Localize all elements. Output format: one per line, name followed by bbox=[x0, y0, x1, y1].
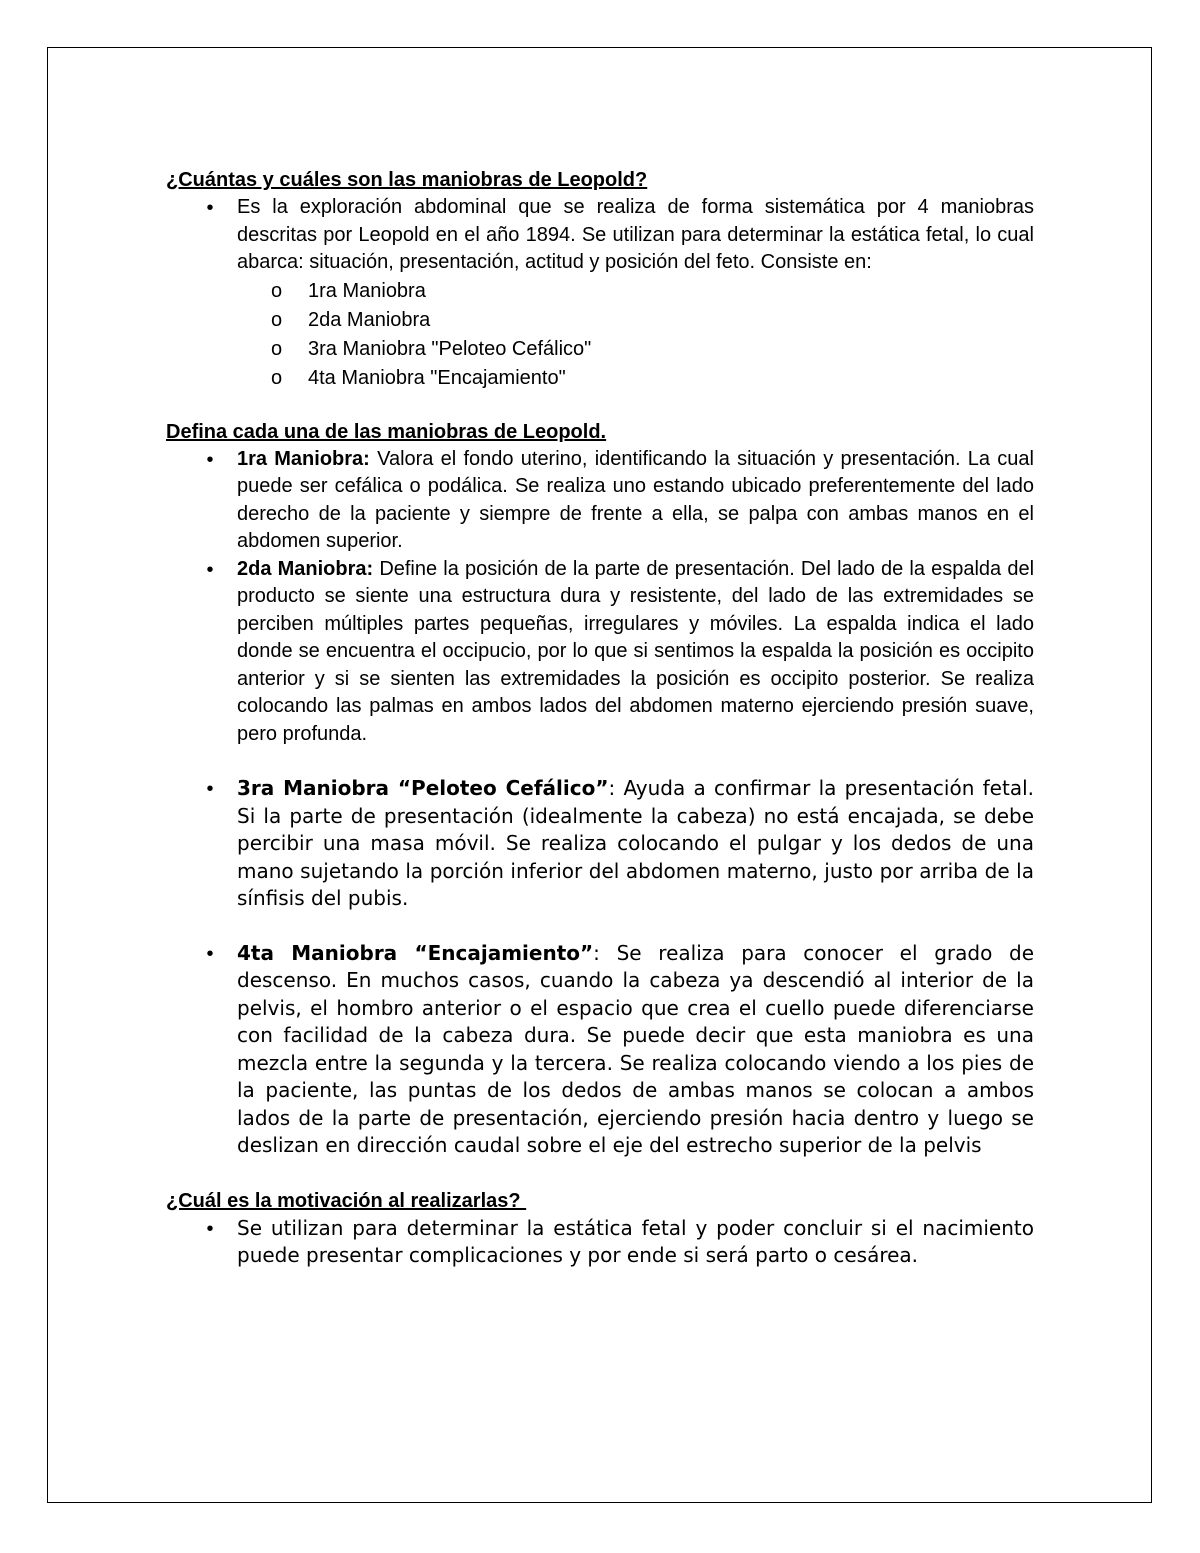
spacer bbox=[166, 748, 1034, 775]
list-item bbox=[166, 1215, 1034, 1270]
sublist-item-label: 2da Maniobra bbox=[308, 308, 431, 331]
maniobra-1-text: Valora el fondo uterino, identificando la situación y presentación. La cual puede ser cefálica o podálica. Se realiza uno estando ubicado preferentemente del lado derecho de la paciente y siempre de frente a ella, se palpa con ambas manos en el abdomen superior. bbox=[237, 447, 1034, 552]
motivacion-paragraph: Se utilizan para determinar la estática fetal y poder concluir si el nacimiento puede presentar complicaciones y por ende si será parto o cesárea. bbox=[237, 1215, 1034, 1267]
bullet-icon: • bbox=[206, 197, 214, 219]
spacer bbox=[166, 913, 1034, 940]
sublist-item bbox=[237, 306, 1034, 335]
section2-list-continued bbox=[166, 940, 1034, 1160]
bullet-icon: • bbox=[206, 1217, 214, 1240]
maniobra-3-paragraph bbox=[237, 775, 1034, 913]
sublist-item bbox=[237, 335, 1034, 364]
maniobra-2-text: Define la posición de la parte de presentación. Del lado de la espalda del producto se siente una estructura dura y resistente, del lado de las extremidades se perciben múltiples partes pequeñas, irregulares y móviles. La espalda indica el lado donde se encuentra el occipucio, por lo que si sentimos la espalda la posición es occipito anterior y si se sienten las extremidades la posición es occipito posterior. Se realiza colocando las palmas en ambos lados del abdomen materno ejerciendo presión suave, pero profunda. bbox=[237, 557, 1035, 745]
maniobras-sublist bbox=[237, 277, 1034, 393]
circle-bullet-icon: o bbox=[271, 366, 283, 389]
spacer bbox=[166, 393, 1034, 418]
section2-list bbox=[166, 446, 1034, 749]
list-item bbox=[166, 556, 1034, 749]
list-item bbox=[166, 775, 1034, 913]
heading-cuantas-maniobras: ¿Cuántas y cuáles son las maniobras de Leopold? bbox=[166, 169, 648, 191]
section2-list-continued bbox=[166, 775, 1034, 913]
section3-list bbox=[166, 1215, 1034, 1270]
bullet-icon: • bbox=[206, 558, 214, 581]
document-body bbox=[166, 166, 1034, 1270]
circle-bullet-icon: o bbox=[271, 337, 283, 360]
sublist-item-label: 3ra Maniobra "Peloteo Cefálico" bbox=[308, 337, 592, 360]
heading-defina-maniobras: Defina cada una de las maniobras de Leopold. bbox=[166, 420, 607, 443]
maniobra-4-paragraph bbox=[237, 940, 1034, 1160]
list-item bbox=[166, 940, 1034, 1160]
maniobra-4-text: : Se realiza para conocer el grado de descenso. En muchos casos, cuando la cabeza ya descendió al interior de la pelvis, el hombro anterior o el espacio que crea el cuello puede diferenciarse con facilidad de la cabeza dura. Se puede decir que esta maniobra es una mezcla entre la segunda y la tercera. Se realiza colocando viendo a los pies de la paciente, las puntas de los dedos de ambas manos se colocan a ambos lados de la parte de presentación, ejerciendo presión hacia dentro y luego se deslizan en dirección caudal sobre el eje del estrecho superior de la pelvis bbox=[237, 940, 1035, 1157]
sublist-item-label: 1ra Maniobra bbox=[308, 279, 426, 302]
maniobra-4-title: 4ta Maniobra “Encajamiento” bbox=[237, 940, 594, 965]
circle-bullet-icon: o bbox=[271, 279, 283, 302]
maniobra-2-paragraph bbox=[237, 556, 1034, 749]
circle-bullet-icon: o bbox=[271, 308, 283, 331]
bullet-icon: • bbox=[206, 942, 214, 965]
bullet-icon: • bbox=[206, 778, 214, 800]
sublist-item-label: 4ta Maniobra "Encajamiento" bbox=[308, 366, 566, 389]
sublist-item bbox=[237, 364, 1034, 393]
section1-list bbox=[166, 194, 1034, 393]
intro-paragraph: Es la exploración abdominal que se realiza de forma sistemática por 4 maniobras descritas por Leopold en el año 1894. Se utilizan para determinar la estática fetal, lo cual abarca: situación, presentación, actitud y posición del feto. Consiste en: bbox=[237, 196, 1034, 273]
bullet-icon: • bbox=[206, 448, 214, 471]
spacer bbox=[166, 1160, 1034, 1187]
maniobra-3-text: : Ayuda a confirmar la presentación fetal. Si la parte de presentación (idealmente la cabeza) no está encajada, se debe percibir una masa móvil. Se realiza colocando el pulgar y los dedos de una mano sujetando la porción inferior del abdomen materno, justo por arriba de la sínfisis del pubis. bbox=[237, 776, 1034, 910]
maniobra-1-paragraph bbox=[237, 446, 1034, 556]
maniobra-2-title: 2da Maniobra: bbox=[237, 557, 374, 580]
sublist-item bbox=[237, 277, 1034, 306]
maniobra-3-title: 3ra Maniobra “Peloteo Cefálico” bbox=[237, 776, 609, 800]
maniobra-1-title: 1ra Maniobra: bbox=[237, 447, 370, 470]
list-item bbox=[166, 194, 1034, 393]
list-item bbox=[166, 446, 1034, 556]
heading-motivacion: ¿Cuál es la motivación al realizarlas? bbox=[166, 1189, 527, 1212]
